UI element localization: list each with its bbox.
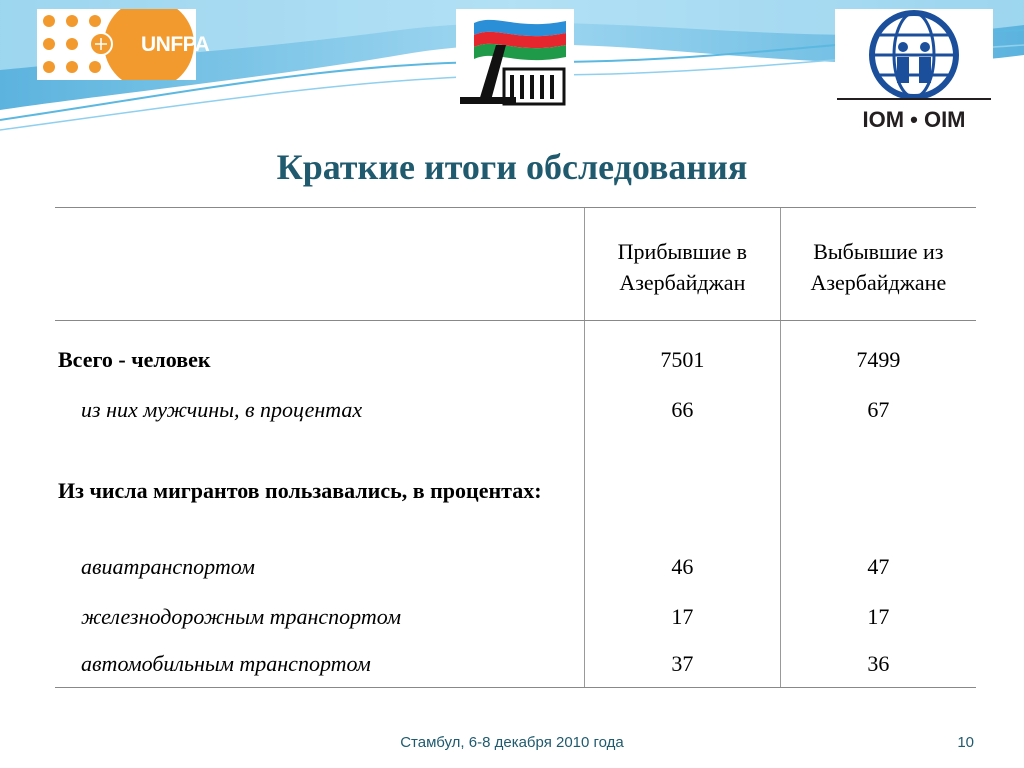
- cell-departed-section: [780, 425, 976, 542]
- header-departed-cell: Выбывшие из Азербайджане: [780, 208, 976, 321]
- table-row: [55, 592, 976, 642]
- row-label-air: авиатранспортом: [81, 553, 255, 579]
- slide-title: Краткие итоги обследования: [276, 147, 748, 187]
- unfpa-logo-text: UNFPA: [141, 33, 210, 56]
- row-label-rail: железнодорожным транспортом: [81, 603, 401, 629]
- iom-logo: [835, 9, 993, 133]
- cell-departed-rail: 17: [780, 592, 976, 642]
- cell-departed-total: 7499: [780, 321, 976, 395]
- row-label-men-percent: из них мужчины, в процентах: [81, 396, 363, 422]
- table-header-row: [55, 208, 976, 321]
- cell-arrived-men-percent: 66: [585, 395, 781, 425]
- cell-departed-road: 36: [780, 642, 976, 688]
- survey-summary-table: [55, 207, 976, 688]
- cell-departed-air: 47: [780, 542, 976, 592]
- azstat-flag-icon: [456, 9, 574, 107]
- azstat-logo: [456, 9, 574, 107]
- table-row: [55, 395, 976, 425]
- table-row: [55, 542, 976, 592]
- header-arrived-cell: Прибывшие в Азербайджан: [585, 208, 781, 321]
- unfpa-logo: [37, 9, 210, 80]
- cell-arrived-section: [585, 425, 781, 542]
- table-row: [55, 642, 976, 688]
- row-label-total: Всего - человек: [58, 346, 211, 372]
- page-number: 10: [957, 734, 974, 751]
- iom-globe-icon: [835, 9, 993, 107]
- table-row: [55, 321, 976, 395]
- cell-arrived-road: 37: [585, 642, 781, 688]
- cell-arrived-rail: 17: [585, 592, 781, 642]
- cell-arrived-total: 7501: [585, 321, 781, 395]
- row-label-transport-section: Из числа мигрантов пользавались, в процентах:: [58, 477, 542, 503]
- footer-location-date: Стамбул, 6-8 декабря 2010 года: [400, 734, 624, 751]
- header-empty-cell: [55, 208, 585, 321]
- cell-arrived-air: 46: [585, 542, 781, 592]
- table-row: [55, 425, 976, 542]
- row-label-road: автомобильным транспортом: [55, 642, 585, 688]
- cell-departed-men-percent: 67: [780, 395, 976, 425]
- iom-logo-caption: IOM • OIM: [862, 107, 966, 132]
